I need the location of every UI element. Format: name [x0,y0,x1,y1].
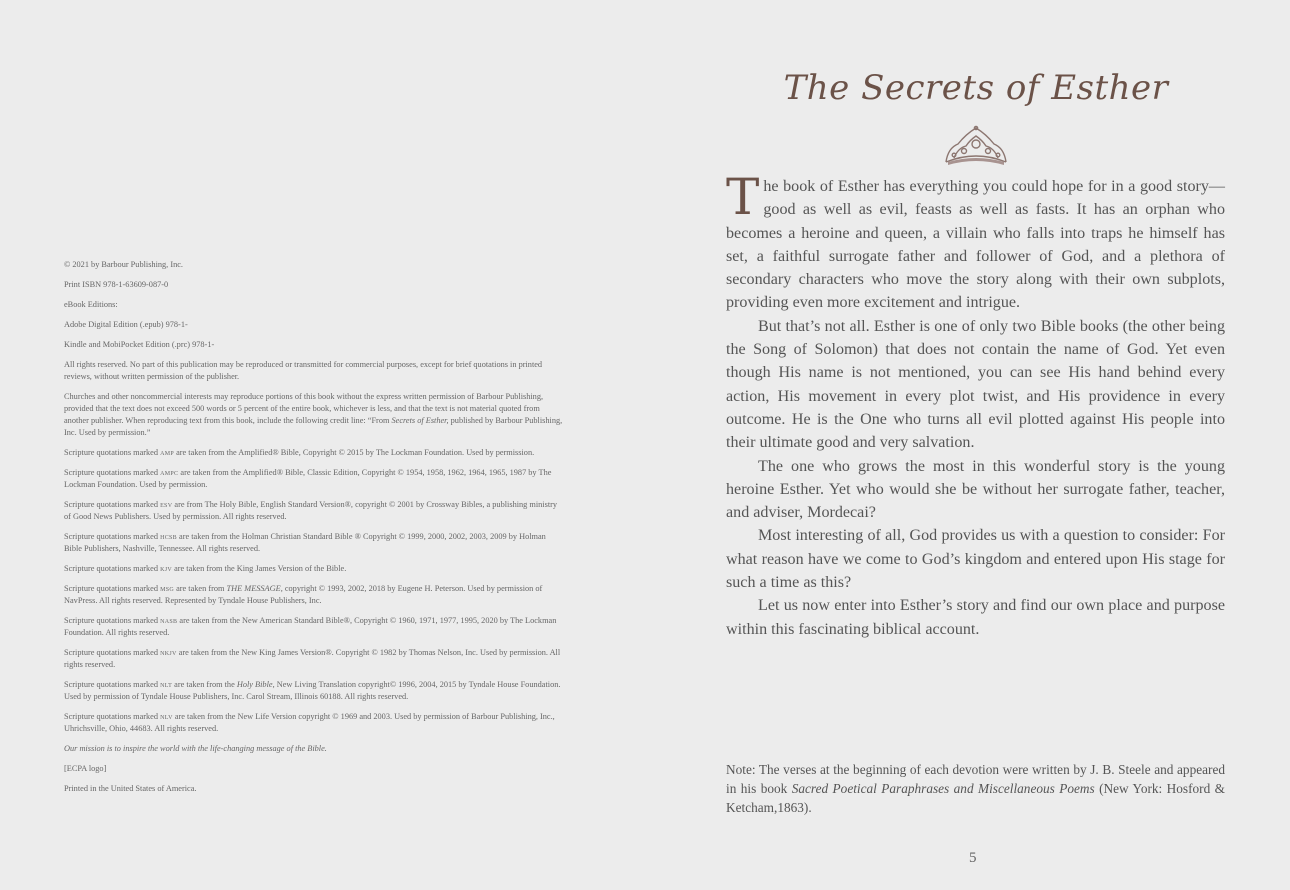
drop-cap: T [726,168,760,226]
paragraph-5: Let us now enter into Esther’s story and find our own place and purpose within this fascinating biblical account. [726,597,1225,638]
ecpa-logo-placeholder: [ECPA logo] [64,764,107,773]
nasb-credit: Scripture quotations marked nasb are taken from the New American Standard Bible®, Copyright © 1960, 1971, 1977, 1995, 2020 by The Lockman Foundation. All rights reserved. [64,616,557,637]
ampc-credit: Scripture quotations marked ampc are taken from the Amplified® Bible, Classic Edition, Copyright © 1954, 1958, 1962, 1964, 1965, 1987 by The Lockman Foundation. Used by permission. [64,468,552,489]
paragraph-4: Most interesting of all, God provides us with a question to consider: For what reason have we come to God’s kingdom and entered upon His stage for such a time as this? [726,527,1225,592]
tiara-icon [940,124,1012,168]
kjv-credit: Scripture quotations marked kjv are taken from the King James Version of the Bible. [64,564,347,573]
mission-statement: Our mission is to inspire the world with the life-changing message of the Bible. [64,744,327,753]
nkjv-credit: Scripture quotations marked nkjv are taken from the New King James Version®. Copyright © 1982 by Thomas Nelson, Inc. Used by permission. All rights reserved. [64,648,561,669]
paragraph-2: But that’s not all. Esther is one of only two Bible books (the other being the Song of Solomon) that does not contain the name of God. Yet even though His name is not mentioned, you can see His hand behind every action, His movement in every plot twist, and His providence in every outcome. He is the One who turns all evil plotted against His people into their ultimate good and very salvation. [726,317,1225,452]
adobe-edition: Adobe Digital Edition (.epub) 978-1- [64,320,188,329]
esv-credit: Scripture quotations marked esv are from The Holy Bible, English Standard Version®, copyright © 2001 by Crossway Bibles, a publishing ministry of Good News Publishers. Used by permission. All rights reserved. [64,500,558,521]
kindle-edition: Kindle and MobiPocket Edition (.prc) 978-1- [64,340,215,349]
paragraph-1: The book of Esther has everything you could hope for in a good story—good as well as evil, feasts as well as fasts. It has an orphan who becomes a heroine and queen, a villain who falls into traps he himself has set, a faithful surrogate father and follower of God, and a plethora of secondary characters who move the story along with their own subplots, providing even more excitement and intrigue. [726,168,1225,312]
copyright-page [64,259,564,803]
copyright-line: © 2021 by Barbour Publishing, Inc. [64,260,183,269]
msg-credit: Scripture quotations marked msg are taken from THE MESSAGE, copyright © 1993, 2002, 2018 by Eugene H. Peterson. Used by permission of NavPress. All rights reserved. Represented by Tyndale House Publishers, Inc. [64,584,543,605]
paragraph-3: The one who grows the most in this wonderful story is the young heroine Esther. Yet who would she be without her surrogate father, teacher, and adviser, Mordecai? [726,457,1225,522]
amp-credit: Scripture quotations marked amp are taken from the Amplified® Bible, Copyright © 2015 by The Lockman Foundation. Used by permission. [64,448,535,457]
print-isbn: Print ISBN 978-1-63609-087-0 [64,280,169,289]
ebook-editions-label: eBook Editions: [64,300,118,309]
page-number: 5 [969,850,977,866]
page-title: The Secrets of Esther [783,68,1169,108]
hcsb-credit: Scripture quotations marked hcsb are taken from the Holman Christian Standard Bible ® Copyright © 1999, 2000, 2002, 2003, 2009 by Holman Bible Publishers, Nashville, Tennessee. All rights reserved. [64,532,546,553]
nlv-credit: Scripture quotations marked nlv are taken from the New Life Version copyright © 1969 and 2003. Used by permission of Barbour Publishing, Inc., Uhrichsville, Ohio, 44683. All rights reserved. [64,712,555,733]
churches-permission: Churches and other noncommercial interests may reproduce portions of this book without the express written permission of Barbour Publishing, provided that the text does not exceed 500 words or 5 percent of the entire book, whichever is less, and that the text is not material quoted from another publisher. When reproducing text from this book, include the following credit line: “From Secrets of Esther, published by Barbour Publishing, Inc. Used by permission.” [64,392,563,437]
intro-body [726,168,1225,641]
printed-in: Printed in the United States of America. [64,784,197,793]
nlt-credit: Scripture quotations marked nlt are taken from the Holy Bible, New Living Translation copyright© 1996, 2004, 2015 by Tyndale House Foundation. Used by permission of Tyndale House Publishers, Inc. Carol Stream, Illinois 60188. All rights reserved. [64,680,561,701]
rights-reserved: All rights reserved. No part of this publication may be reproduced or transmitted for commercial purposes, except for brief quotations in printed reviews, without written permission of the publisher. [64,360,543,381]
verse-note: Note: The verses at the beginning of each devotion were written by J. B. Steele and appeared in his book Sacred Poetical Paraphrases and Miscellaneous Poems (New York: Hosford & Ketcham,1863). [726,762,1225,815]
